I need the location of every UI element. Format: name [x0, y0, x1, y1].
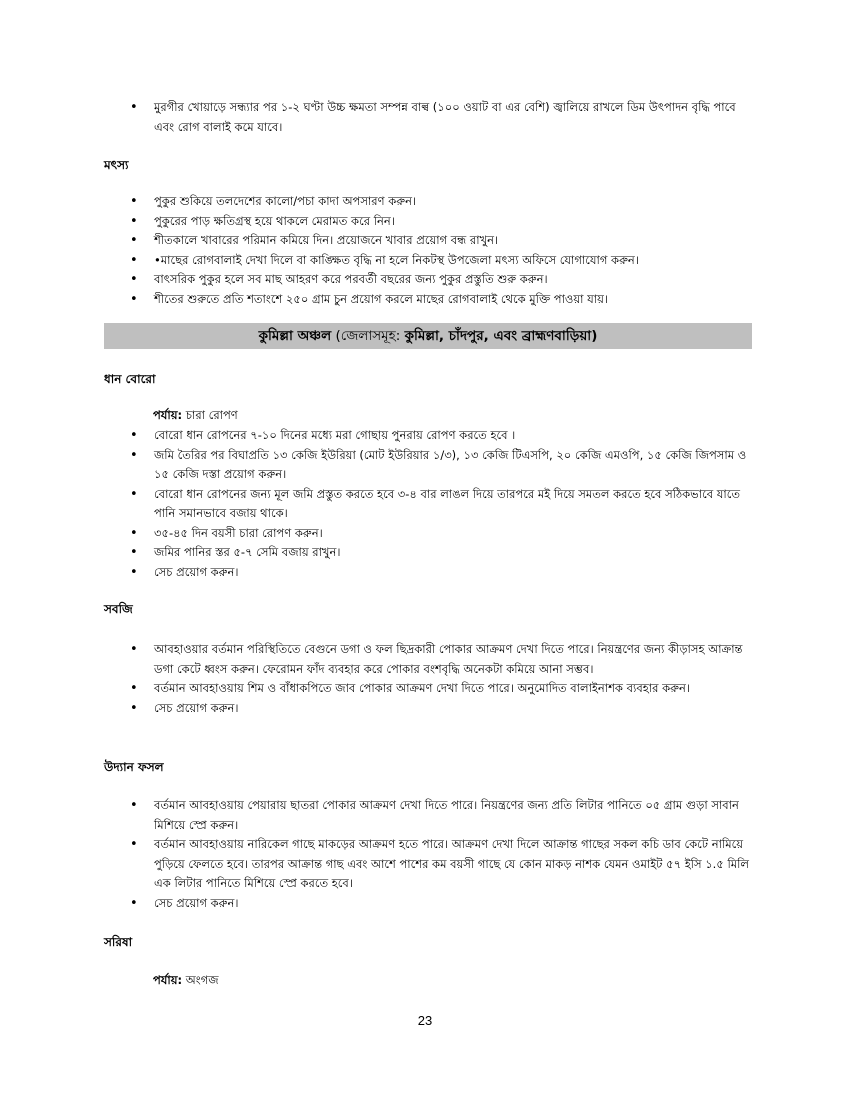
region-name: কুমিল্লা অঞ্চল [258, 328, 332, 344]
poultry-section [0, 98, 850, 137]
list-item: • সেচ প্রয়োগ করুন। [0, 563, 850, 583]
region-districts: কুমিল্লা, চাঁদপুর, এবং ব্রাহ্মণবাড়িয়া) [404, 328, 598, 344]
fish-section [0, 192, 850, 309]
poultry-bullet-list [0, 98, 850, 137]
list-item: • •মাছের রোগবালাই দেখা দিলে বা কাঙ্ক্ষিত বৃদ্ধি না হলে নিকটস্থ উপজেলা মৎস্য অফিসে যোগাযোগ করুন। [0, 251, 850, 271]
list-item: • বাৎসরিক পুকুর হলে সব মাছ আহরণ করে পরবর্তী বছরের জন্য পুকুর প্রস্তুতি শুরু করুন। [0, 270, 850, 290]
list-item: • পুকুরের পাড় ক্ষতিগ্রস্থ হয়ে থাকলে মেরামত করে নিন। [0, 212, 850, 232]
list-item: • বোরো ধান রোপনের ৭-১০ দিনের মধ্যে মরা গোছায় পুনরায় রোপণ করতে হবে । [0, 426, 850, 446]
page-number: 23 [417, 1013, 433, 1028]
horticulture-heading: উদ্যান ফসল [104, 760, 164, 774]
region-banner [104, 323, 752, 349]
boro-heading: ধান বোরো [104, 372, 156, 386]
list-item: • শীতের শুরুতে প্রতি শতাংশে ২৫০ গ্রাম চুন প্রয়োগ করলে মাছের রোগবালাই থেকে মুক্তি পাওয়া যায়। [0, 290, 850, 310]
list-item: • পুকুর শুকিয়ে তলদেশের কালো/পচা কাদা অপসারণ করুন। [0, 192, 850, 212]
list-item: • শীতকালে খাবারের পরিমান কমিয়ে দিন। প্রয়োজনে খাবার প্রয়োগ বন্ধ রাখুন। [0, 231, 850, 251]
vegetables-section [0, 640, 850, 718]
list-item: • আবহাওয়ার বর্তমান পরিস্থিতিতে বেগুনে ডগা ও ফল ছিদ্রকারী পোকার আক্রমণ দেখা দিতে পারে। নিয়ন্ত্রণের জন্য কীড়াসহ আক্রান্ত ডগা কেটে ধ্বংস করুন। ফেরোমন ফাঁদ ব্যবহার করে পোকার বংশবৃদ্ধি অনেকটা কমিয়ে আনা সম্ভব। [0, 640, 850, 679]
list-item: • বর্তমান আবহাওয়ায় নারিকেল গাছে মাকড়ের আক্রমণ হতে পারে। আক্রমণ দেখা দিলে আক্রান্ত গাছের সকল কচি ডাব কেটে নামিয়ে পুড়িয়ে ফেলতে হবে। তারপর আক্রান্ত গাছ এবং আশে পাশের কম বয়সী গাছে যে কোন মাকড় নাশক যেমন ওমাইট ৫৭ ইসি ১.৫ মিলি এক লিটার পানিতে মিশিয়ে স্প্রে করতে হবে। [0, 835, 850, 894]
fish-bullet-list [0, 192, 850, 309]
vegetables-bullet-list [0, 640, 850, 718]
list-item: • মুরগীর খোয়াড়ে সন্ধ্যার পর ১-২ ঘণ্টা উচ্চ ক্ষমতা সম্পন্ন বাল্ব (১০০ ওয়াট বা এর বেশি) জ্বালিয়ে রাখলে ডিম উৎপাদন বৃদ্ধি পাবে এবং রোগ বালাই কমে যাবে। [0, 98, 850, 137]
list-item: • বোরো ধান রোপনের জন্য মূল জমি প্রস্তুত করতে হবে ৩-৪ বার লাঙল দিয়ে তারপরে মই দিয়ে সমতল করতে হবে সঠিকভাবে যাতে পানি সমানভাবে বজায় থাকে। [0, 485, 850, 524]
vegetables-heading: সবজি [104, 602, 133, 616]
stage-label: পর্যায়: [153, 973, 183, 987]
stage-value: অংগজ [182, 973, 219, 987]
mustard-stage [153, 972, 219, 991]
mustard-heading: সরিষা [104, 935, 133, 949]
region-districts-prefix: (জেলাসমূহ: [331, 328, 405, 344]
boro-section [0, 426, 850, 582]
list-item: • বর্তমান আবহাওয়ায় পেয়ারায় ছাতরা পোকার আক্রমণ দেখা দিতে পারে। নিয়ন্ত্রণের জন্য প্রতি লিটার পানিতে ০৫ গ্রাম গুড়া সাবান মিশিয়ে স্প্রে করুন। [0, 796, 850, 835]
fish-heading: মৎস্য [104, 158, 129, 172]
boro-stage [153, 407, 238, 426]
list-item: • জমি তৈরির পর বিঘাপ্রতি ১৩ কেজি ইউরিয়া (মোট ইউরিয়ার ১/৩), ১৩ কেজি টিএসপি, ২০ কেজি এমওপি, ১৫ কেজি জিপসাম ও ১৫ কেজি দস্তা প্রয়োগ করুন। [0, 446, 850, 485]
horticulture-bullet-list [0, 796, 850, 913]
list-item: • সেচ প্রয়োগ করুন। [0, 894, 850, 914]
list-item: • সেচ প্রয়োগ করুন। [0, 699, 850, 719]
stage-value: চারা রোপণ [182, 408, 238, 422]
list-item: • জমির পানির স্তর ৫-৭ সেমি বজায় রাখুন। [0, 543, 850, 563]
boro-bullet-list [0, 426, 850, 582]
list-item: • বর্তমান আবহাওয়ায় শিম ও বাঁধাকপিতে জাব পোকার আক্রমণ দেখা দিতে পারে। অনুমোদিত বালাইনাশক ব্যবহার করুন। [0, 679, 850, 699]
horticulture-section [0, 796, 850, 913]
list-item: • ৩৫-৪৫ দিন বয়সী চারা রোপণ করুন। [0, 524, 850, 544]
stage-label: পর্যায়: [153, 408, 183, 422]
